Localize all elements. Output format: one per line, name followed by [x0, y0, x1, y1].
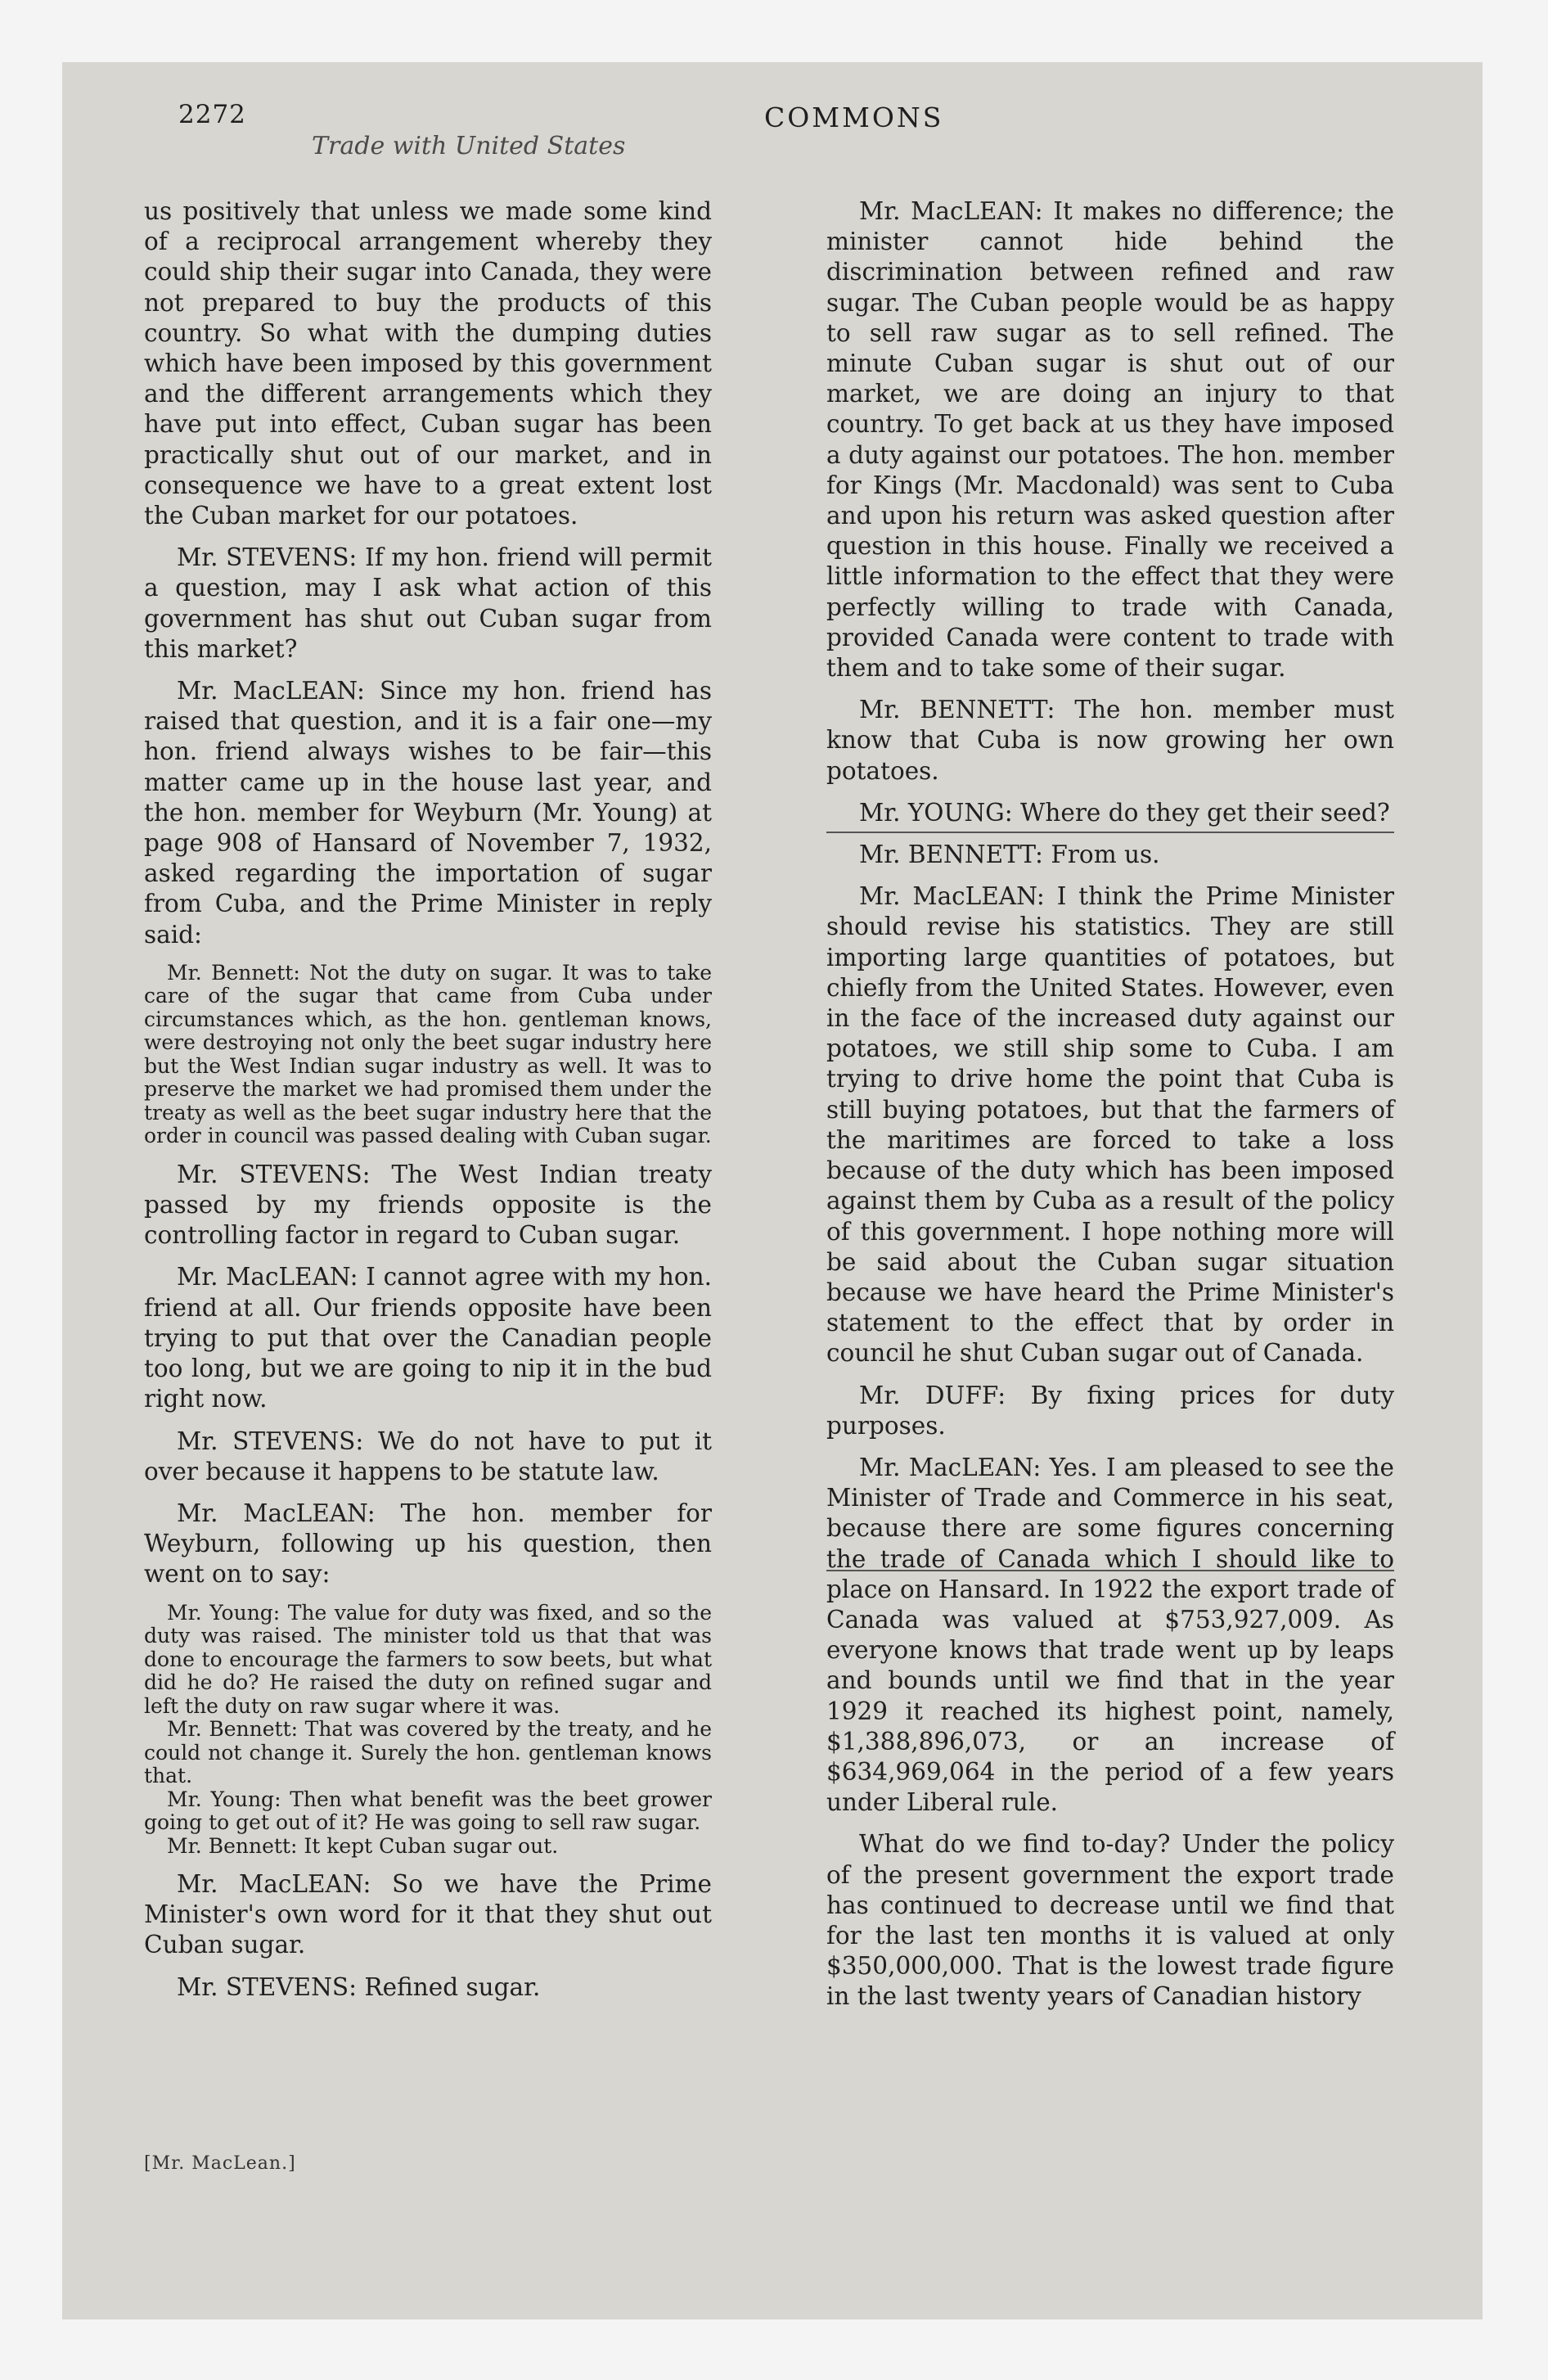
section-rule — [826, 832, 1394, 833]
page-number: 2272 — [178, 100, 246, 129]
page-header — [62, 62, 1483, 201]
paragraph: Mr. MacLEAN: I cannot agree with my hon. friend at all. Our friends opposite have been trying to put that over the Canadian people too long, but we are going to nip it in the bud right now. — [144, 1263, 712, 1413]
scanned-page — [62, 62, 1483, 2319]
paragraph: Mr. YOUNG: Where do they get their seed? — [859, 798, 1390, 827]
chamber-heading: COMMONS — [764, 101, 944, 133]
paragraph: Mr. MacLEAN: I think the Prime Minister should revise his statistics. They are still importing large quantities of potatoes, but chiefly from the United States. However, even in the face of the increased duty against our potatoes, we still ship some to Cuba. I am trying to drive home the point that Cuba is still buying potatoes, but that the farmers of the maritimes are forced to take a loss because of the duty which has been imposed against them by Cuba as a result of the policy of this government. I hope nothing more will be said about the Cuban sugar situation because we have heard the Prime Minister's statement to the effect that by order in council he shut Cuban sugar out of Canada. — [826, 882, 1394, 1368]
quoted-passage: Mr. Bennett: That was covered by the treaty, and he could not change it. Surely the hon. gentleman knows that. — [144, 1717, 712, 1788]
paragraph: us positively that unless we made some kind of a reciprocal arrangement whereby they could ship their sugar into Canada, they were not prepared to buy the products of this country. So what with the dumping duties which have been imposed by this government and the different arrangements which they have put into effect, Cuban sugar has been practically shut out of our market, and in consequence we have to a great extent lost the Cuban market for our potatoes. — [144, 197, 712, 530]
paragraph: What do we find to-day? Under the policy of the present government the export trade has continued to decrease until we find that for the last ten months it is valued at only $350,000,000. That is the lowest trade figure in the last twenty years of Canadian history — [826, 1830, 1394, 2011]
section-rule — [826, 1570, 1394, 1571]
paragraph: Mr. MacLEAN: So we have the Prime Minister's own word for it that they shut out Cuban sugar. — [144, 1870, 712, 1959]
paragraph: Mr. DUFF: By fixing prices for duty purposes. — [826, 1381, 1394, 1440]
paragraph: Mr. STEVENS: Refined sugar. — [177, 1972, 541, 2001]
paragraph: Mr. BENNETT: The hon. member must know that Cuba is now growing her own potatoes. — [826, 696, 1394, 785]
paragraph: Mr. STEVENS: We do not have to put it over because it happens to be statute law. — [144, 1427, 712, 1485]
quoted-passage: Mr. Young: The value for duty was fixed, and so the duty was raised. The minister told us that that was done to encourage the farmers to sow beets, but what did he do? He raised the duty on refined sugar and left the duty on raw sugar where it was. — [144, 1600, 712, 1718]
paragraph: Mr. MacLEAN: It makes no difference; the minister cannot hide behind the discrimination between refined and raw sugar. The Cuban people would be as happy to sell raw sugar as to sell refined. The minute Cuban sugar is shut out of our market, we are doing an injury to that country. To get back at us they have imposed a duty against our potatoes. The hon. member for Kings (Mr. Macdonald) was sent to Cuba and upon his return was asked question after question in this house. Finally we received a little information to the effect that they were perfectly willing to trade with Canada, provided Canada were content to trade with them and to take some of their sugar. — [826, 197, 1394, 683]
speaker-footer-reference: [Mr. MacLean.] — [144, 2153, 296, 2174]
quoted-passage: Mr. Young: Then what benefit was the beet grower going to get out of it? He was going to sell raw sugar. — [144, 1787, 712, 1835]
right-column — [826, 196, 1394, 2024]
quoted-passage: Mr. Bennett: It kept Cuban sugar out. — [167, 1833, 559, 1858]
paragraph: Mr. MacLEAN: Yes. I am pleased to see the Minister of Trade and Commerce in his seat, because there are some figures concerning the trade of Canada which I should like to place on Hansard. In 1922 the export trade of Canada was valued at $753,927,009. As everyone knows that trade went up by leaps and bounds until we find that in the year 1929 it reached its highest point, namely, $1,388,896,073, or an increase of $634,969,064 in the period of a few years under Liberal rule. — [826, 1453, 1394, 1817]
paragraph: Mr. BENNETT: From us. — [859, 841, 1160, 869]
paragraph: Mr. STEVENS: The West Indian treaty passed by my friends opposite is the controlling factor in regard to Cuban sugar. — [144, 1160, 712, 1250]
running-title: Trade with United States — [312, 132, 626, 160]
paragraph: Mr. STEVENS: If my hon. friend will permit a question, may I ask what action of this government has shut out Cuban sugar from this market? — [144, 543, 712, 663]
left-column — [144, 196, 712, 2014]
paragraph: Mr. MacLEAN: Since my hon. friend has raised that question, and it is a fair one—my hon. friend always wishes to be fair—this matter came up in the house last year, and the hon. member for Weyburn (Mr. Young) at page 908 of Hansard of November 7, 1932, asked regarding the importation of sugar from Cuba, and the Prime Minister in reply said: — [144, 677, 712, 949]
quoted-passage: Mr. Bennett: Not the duty on sugar. It was to take care of the sugar that came from Cuba under circumstances which, as the hon. gentleman knows, were destroying not only the beet sugar industry here but the West Indian sugar industry as well. It was to preserve the market we had promised them under the treaty as well as the beet sugar industry here that the order in council was passed dealing with Cuban sugar. — [144, 960, 712, 1148]
paragraph: Mr. MacLEAN: The hon. member for Weyburn, following up his question, then went on to say: — [144, 1499, 712, 1589]
